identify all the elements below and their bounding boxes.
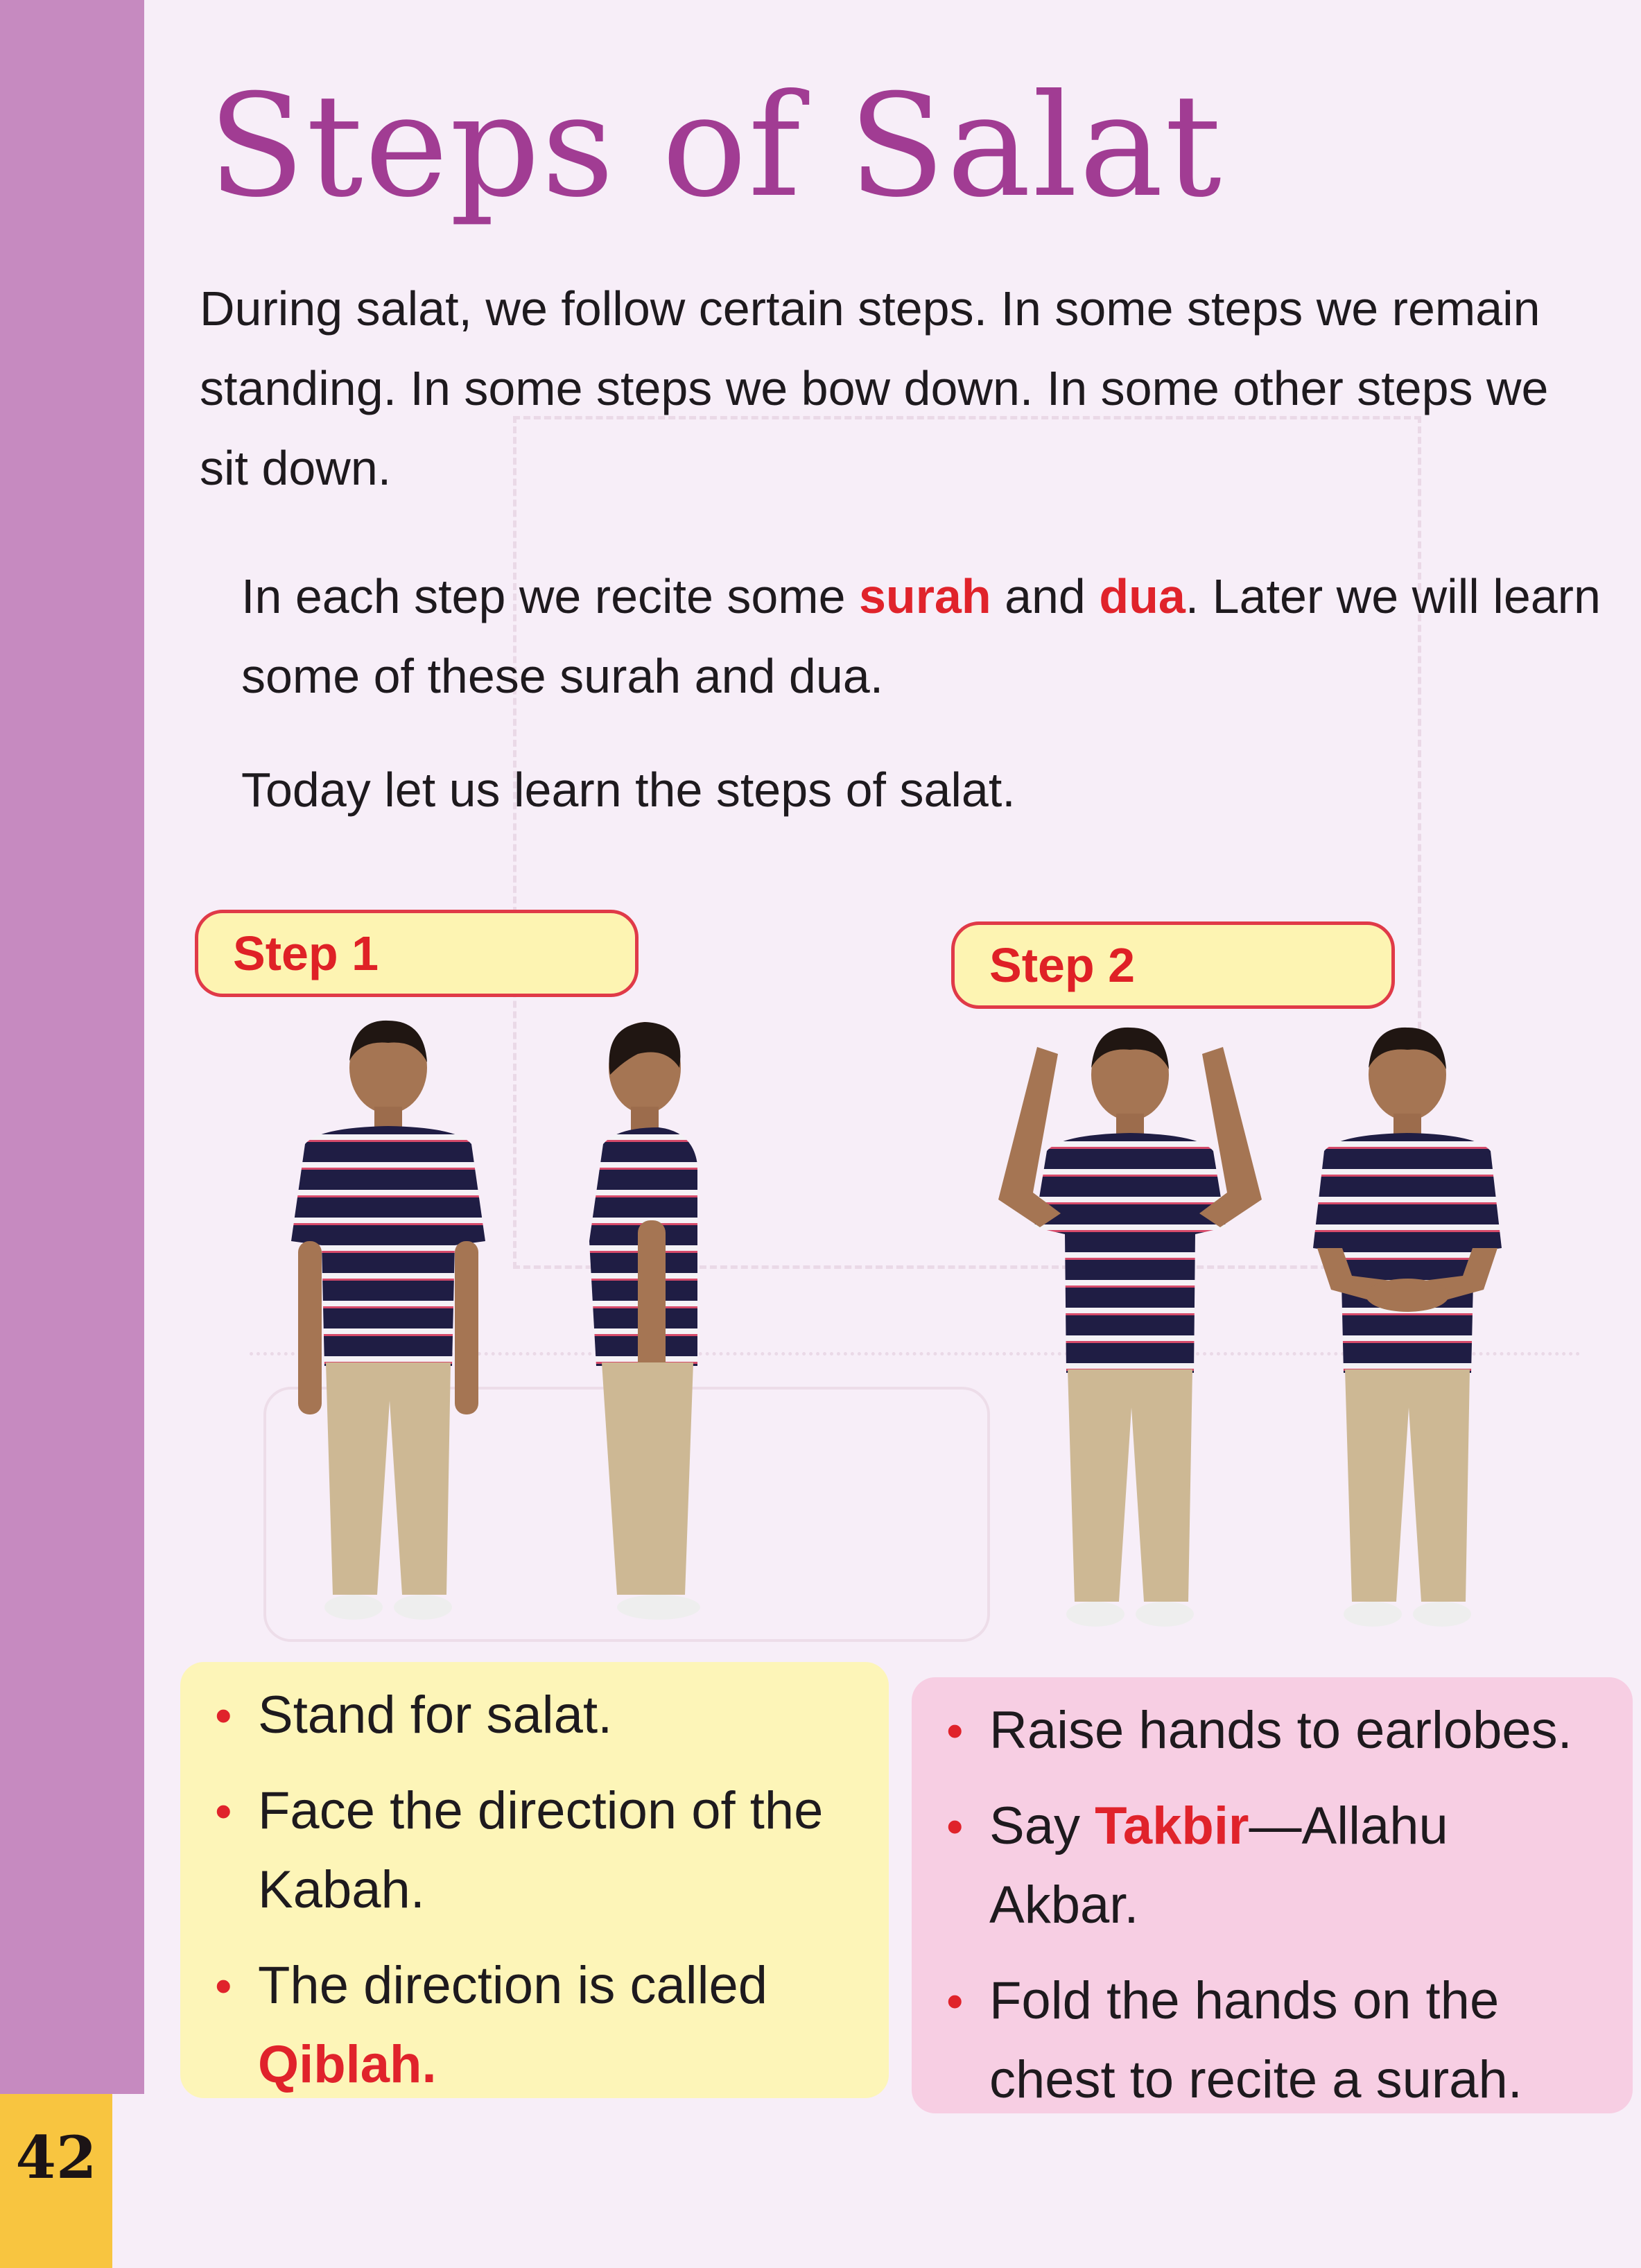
boy-standing-front-figure <box>277 1012 499 1650</box>
keyword-takbir: Takbir <box>1095 1797 1249 1855</box>
page-title: Steps of Salat <box>208 64 1223 229</box>
keyword-dua: dua <box>1099 569 1186 623</box>
instruction-text: Stand for salat. <box>258 1686 613 1745</box>
instruction-text: Say <box>989 1797 1095 1855</box>
keyword-surah: surah <box>859 569 991 623</box>
bullet-icon: • <box>215 1959 232 2013</box>
paragraph-text: and <box>991 569 1100 623</box>
intro-paragraph-3: Today let us learn the steps of salat. <box>241 763 1016 817</box>
step-1-list <box>215 1676 861 2104</box>
step-2-list <box>946 1691 1605 2120</box>
instruction-text: The direction is called <box>258 1956 768 2015</box>
list-item <box>215 1946 861 2104</box>
keyword-qiblah: Qiblah. <box>258 2035 437 2094</box>
list-item <box>946 1691 1605 1770</box>
instruction-text: —Allahu Akbar. <box>989 1797 1448 1934</box>
bullet-icon: • <box>215 1784 232 1838</box>
paragraph-text: In each step we recite some <box>241 569 859 623</box>
step-1-instructions <box>180 1662 889 2098</box>
bullet-icon: • <box>946 1704 964 1758</box>
page-number: 42 <box>15 2123 97 2192</box>
boy-standing-side-figure <box>562 1012 728 1650</box>
list-item <box>946 1962 1605 2120</box>
bullet-icon: • <box>946 1799 964 1853</box>
list-item <box>215 1772 861 1930</box>
step-1-label: Step 1 <box>195 910 639 997</box>
bullet-icon: • <box>946 1974 964 2028</box>
list-item <box>215 1676 861 1755</box>
list-item <box>946 1787 1605 1945</box>
step-2-label: Step 2 <box>951 921 1395 1009</box>
instruction-text: Raise hands to earlobes. <box>989 1701 1572 1760</box>
instruction-text: Face the direction of the Kabah. <box>258 1781 824 1919</box>
step-2-instructions <box>912 1677 1633 2113</box>
intro-paragraph-1: During salat, we follow certain steps. In some steps we remain standing. In some steps we bow down. In some other steps we sit down. <box>200 282 1549 495</box>
side-margin-strip <box>0 0 144 2094</box>
bullet-icon: • <box>215 1688 232 1742</box>
boy-hands-folded-figure <box>1290 1019 1525 1657</box>
instruction-text: Fold the hands on the chest to recite a surah. <box>989 1971 1522 2109</box>
boy-raising-hands-figure <box>971 1019 1290 1657</box>
paragraph-text: . Later we will learn some of these surah and dua. <box>241 569 1601 703</box>
intro-paragraph-2 <box>200 557 1641 716</box>
